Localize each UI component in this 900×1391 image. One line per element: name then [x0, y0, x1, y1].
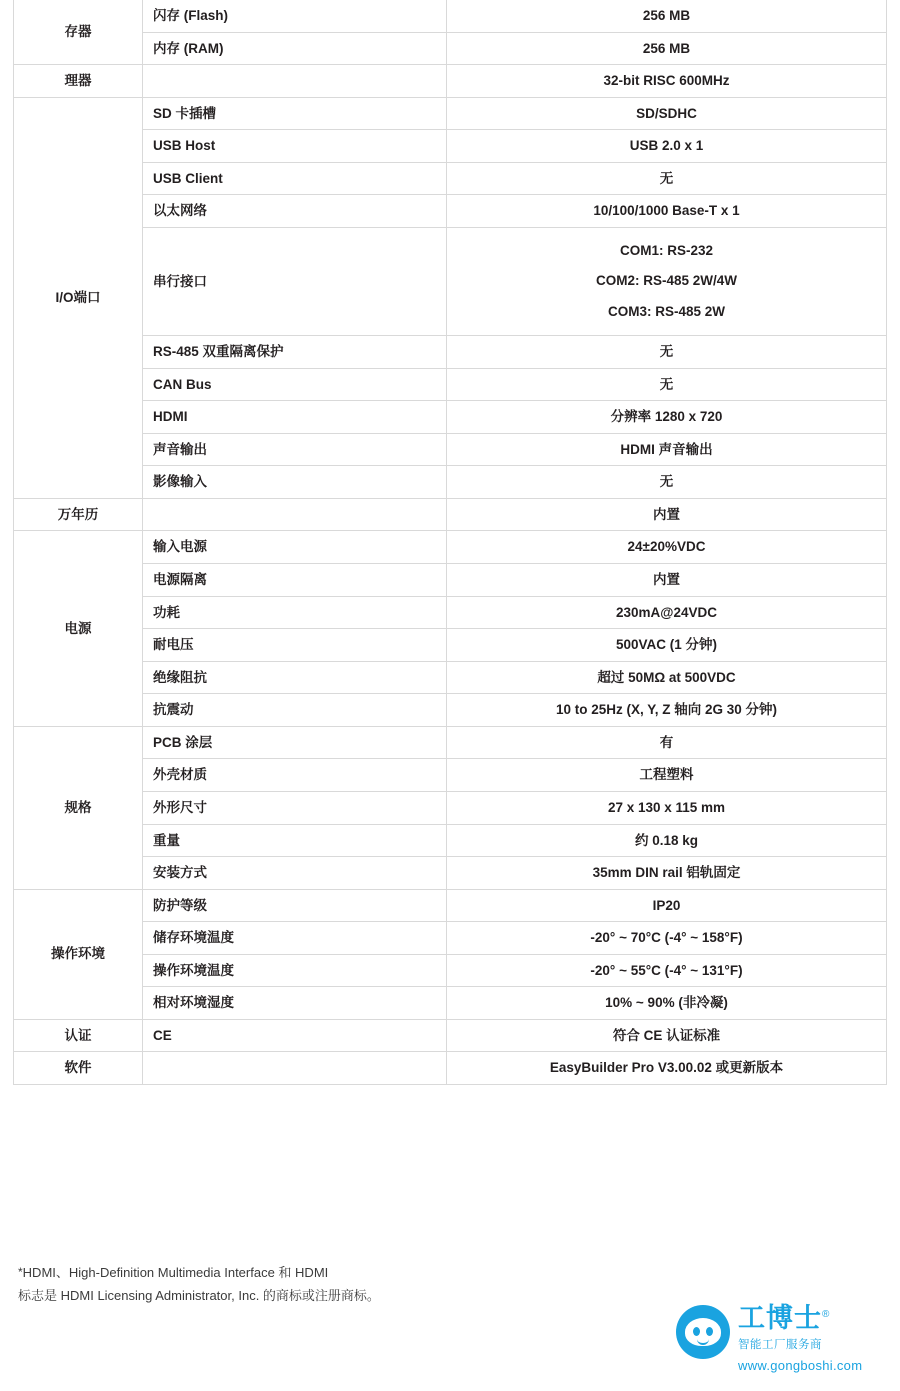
spec-item-cell: USB Client	[143, 162, 447, 195]
spec-category-cell: 电源	[14, 531, 143, 726]
spec-item-cell: 重量	[143, 824, 447, 857]
footnote	[18, 1262, 538, 1308]
spec-value-cell: 内置	[447, 498, 887, 531]
specification-table-body	[14, 0, 887, 1085]
spec-item-cell	[143, 498, 447, 531]
table-row	[14, 694, 887, 727]
spec-item-cell: 电源隔离	[143, 564, 447, 597]
table-row	[14, 498, 887, 531]
table-row	[14, 726, 887, 759]
spec-item-cell: 输入电源	[143, 531, 447, 564]
table-row	[14, 466, 887, 499]
footnote-asterisk: *	[18, 1265, 23, 1279]
spec-value-line: COM1: RS-232	[619, 242, 714, 258]
table-row	[14, 791, 887, 824]
spec-item-cell: HDMI	[143, 401, 447, 434]
table-row	[14, 629, 887, 662]
spec-category-cell: 操作环境	[14, 889, 143, 1019]
spec-category-cell: 认证	[14, 1019, 143, 1052]
table-row	[14, 433, 887, 466]
spec-value-cell: 256 MB	[447, 32, 887, 65]
watermark-url: www.gongboshi.com	[738, 1358, 863, 1374]
table-row	[14, 65, 887, 98]
spec-item-cell: 以太网络	[143, 195, 447, 228]
table-row	[14, 97, 887, 130]
spec-item-cell: 外壳材质	[143, 759, 447, 792]
table-row	[14, 227, 887, 335]
spec-item-cell: 声音输出	[143, 433, 447, 466]
spec-item-cell: 操作环境温度	[143, 954, 447, 987]
spec-category-cell: 规格	[14, 726, 143, 889]
spec-value-cell: 有	[447, 726, 887, 759]
table-row	[14, 889, 887, 922]
table-row	[14, 596, 887, 629]
spec-value-cell: 分辨率 1280 x 720	[447, 401, 887, 434]
spec-category-cell: 软件	[14, 1052, 143, 1085]
footnote-line-2: 标志是 HDMI Licensing Administrator, Inc. 的商标或注册商标。	[18, 1287, 380, 1303]
spec-item-cell: 抗震动	[143, 694, 447, 727]
watermark-text	[738, 1303, 888, 1373]
spec-item-cell: 安装方式	[143, 857, 447, 890]
spec-value-cell: HDMI 声音输出	[447, 433, 887, 466]
table-row	[14, 531, 887, 564]
spec-item-cell	[143, 65, 447, 98]
spec-value-cell: 256 MB	[447, 0, 887, 32]
spec-item-cell: PCB 涂层	[143, 726, 447, 759]
table-row	[14, 564, 887, 597]
spec-category-cell: I/O端口	[14, 97, 143, 498]
spec-item-cell: SD 卡插槽	[143, 97, 447, 130]
watermark-title	[738, 1303, 888, 1334]
spec-item-cell: CE	[143, 1019, 447, 1052]
spec-value-cell: 24±20%VDC	[447, 531, 887, 564]
spec-item-cell: 储存环境温度	[143, 922, 447, 955]
gongboshi-logo-icon	[676, 1305, 730, 1359]
table-row	[14, 759, 887, 792]
spec-value-cell: 35mm DIN rail 铝轨固定	[447, 857, 887, 890]
spec-category-cell: 存器	[14, 0, 143, 65]
spec-item-cell: 内存 (RAM)	[143, 32, 447, 65]
spec-value-cell: 工程塑料	[447, 759, 887, 792]
watermark-title-text: 工博士	[738, 1303, 822, 1333]
spec-value-cell: 内置	[447, 564, 887, 597]
table-row	[14, 368, 887, 401]
spec-item-cell: RS-485 双重隔离保护	[143, 336, 447, 369]
spec-value-cell: 符合 CE 认证标准	[447, 1019, 887, 1052]
table-row	[14, 1019, 887, 1052]
watermark	[676, 1303, 886, 1377]
spec-value-cell: 无	[447, 162, 887, 195]
spec-item-cell: 绝缘阻抗	[143, 661, 447, 694]
spec-item-cell: USB Host	[143, 130, 447, 163]
spec-value-cell: 无	[447, 368, 887, 401]
spec-item-cell: 影像输入	[143, 466, 447, 499]
table-row	[14, 922, 887, 955]
spec-item-cell: CAN Bus	[143, 368, 447, 401]
spec-value-cell: 500VAC (1 分钟)	[447, 629, 887, 662]
spec-item-cell: 外形尺寸	[143, 791, 447, 824]
table-row	[14, 32, 887, 65]
spec-value-cell: 10% ~ 90% (非冷凝)	[447, 987, 887, 1020]
spec-item-cell: 耐电压	[143, 629, 447, 662]
watermark-registered-mark: ®	[822, 1309, 831, 1320]
spec-item-cell: 串行接口	[143, 227, 447, 335]
table-row	[14, 661, 887, 694]
spec-value-cell: 10 to 25Hz (X, Y, Z 轴向 2G 30 分钟)	[447, 694, 887, 727]
spec-value-line: COM3: RS-485 2W	[607, 303, 726, 319]
spec-value-cell: SD/SDHC	[447, 97, 887, 130]
spec-value-cell: 无	[447, 466, 887, 499]
spec-value-cell: 27 x 130 x 115 mm	[447, 791, 887, 824]
specification-table	[13, 0, 887, 1085]
table-row	[14, 857, 887, 890]
spec-value-cell: 32-bit RISC 600MHz	[447, 65, 887, 98]
footnote-line-1: HDMI、High-Definition Multimedia Interface 和 HDMI	[22, 1265, 329, 1280]
spec-value-cell: EasyBuilder Pro V3.00.02 或更新版本	[447, 1052, 887, 1085]
table-row	[14, 824, 887, 857]
spec-item-cell: 功耗	[143, 596, 447, 629]
spec-value-cell: 无	[447, 336, 887, 369]
spec-value-cell: 超过 50MΩ at 500VDC	[447, 661, 887, 694]
spec-value-cell: 约 0.18 kg	[447, 824, 887, 857]
spec-value-cell: IP20	[447, 889, 887, 922]
spec-category-cell: 万年历	[14, 498, 143, 531]
watermark-subtitle: 智能工厂服务商	[738, 1339, 822, 1352]
table-row	[14, 336, 887, 369]
spec-item-cell	[143, 1052, 447, 1085]
logo-eye-left	[693, 1327, 700, 1336]
table-row	[14, 130, 887, 163]
table-row	[14, 1052, 887, 1085]
spec-value-cell: -20° ~ 70°C (-4° ~ 158°F)	[447, 922, 887, 955]
spec-value-cell	[447, 227, 887, 335]
spec-item-cell: 闪存 (Flash)	[143, 0, 447, 32]
table-row	[14, 162, 887, 195]
table-row	[14, 401, 887, 434]
table-row	[14, 954, 887, 987]
spec-item-cell: 相对环境湿度	[143, 987, 447, 1020]
spec-value-cell: 230mA@24VDC	[447, 596, 887, 629]
table-row	[14, 987, 887, 1020]
spec-item-cell: 防护等级	[143, 889, 447, 922]
table-row	[14, 0, 887, 32]
spec-value-cell: USB 2.0 x 1	[447, 130, 887, 163]
logo-eye-right	[706, 1327, 713, 1336]
spec-category-cell: 理器	[14, 65, 143, 98]
table-row	[14, 195, 887, 228]
spec-value-cell: 10/100/1000 Base-T x 1	[447, 195, 887, 228]
spec-value-cell: -20° ~ 55°C (-4° ~ 131°F)	[447, 954, 887, 987]
spec-value-line: COM2: RS-485 2W/4W	[595, 273, 738, 289]
